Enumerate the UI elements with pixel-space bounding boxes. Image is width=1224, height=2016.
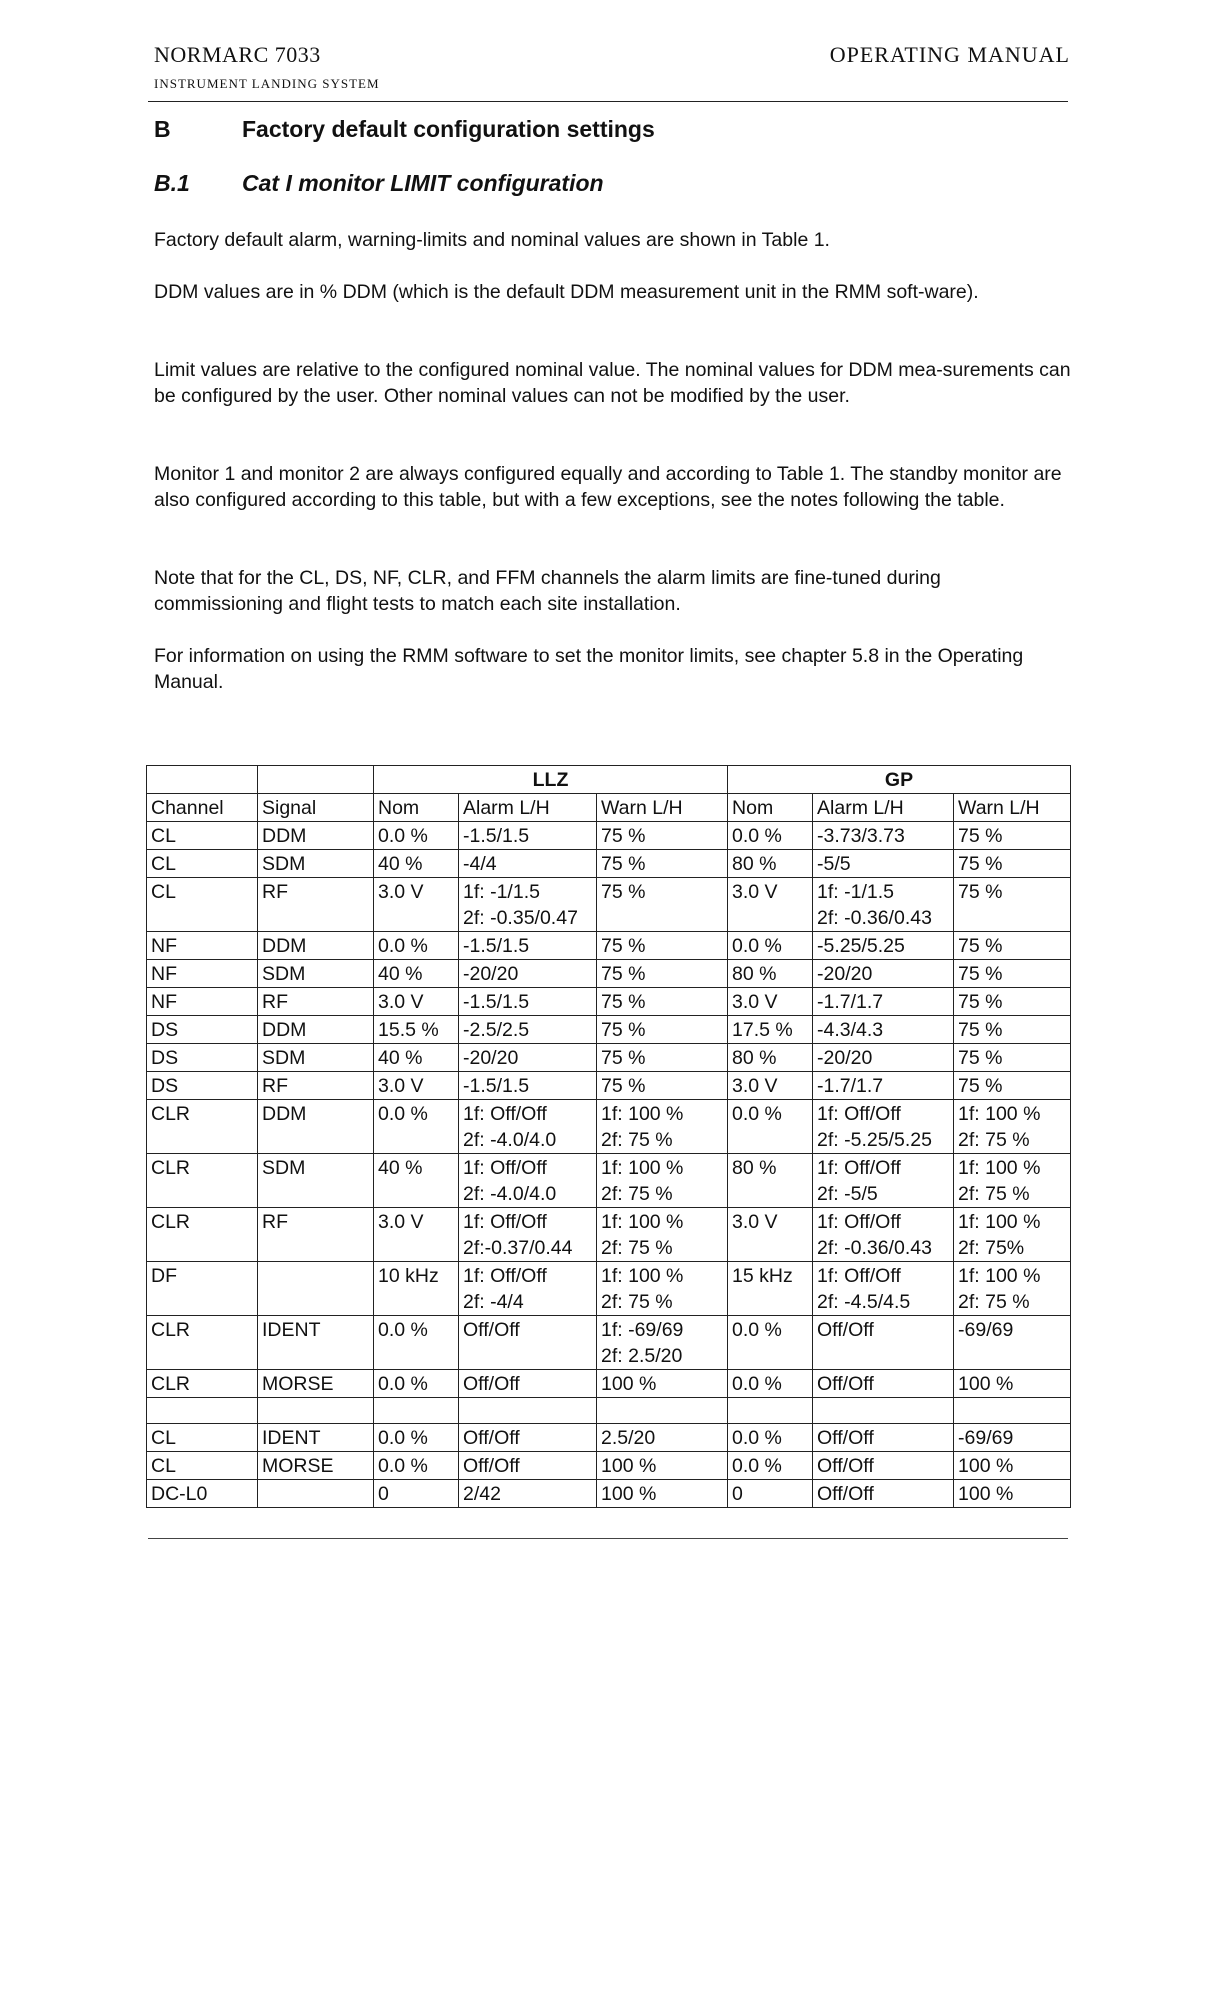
table-cell: IDENT — [258, 1316, 374, 1370]
table-cell: NF — [147, 960, 258, 988]
table-row — [147, 850, 1071, 878]
table-cell: 75 % — [954, 850, 1071, 878]
table-cell — [813, 1398, 954, 1424]
table-cell: 3.0 V — [374, 1072, 459, 1100]
table-cell: 0.0 % — [728, 1370, 813, 1398]
table-cell: NF — [147, 988, 258, 1016]
table-cell: 75 % — [954, 932, 1071, 960]
table-row — [147, 1016, 1071, 1044]
subsection-heading — [154, 170, 604, 197]
table-cell: -5.25/5.25 — [813, 932, 954, 960]
table-cell: 100 % — [954, 1480, 1071, 1508]
table-cell: 1f: 100 % 2f: 75 % — [597, 1208, 728, 1262]
table-cell: 1f: Off/Off 2f: -4/4 — [459, 1262, 597, 1316]
table-cell: DDM — [258, 1100, 374, 1154]
table-cell: DDM — [258, 932, 374, 960]
table-cell: RF — [258, 1208, 374, 1262]
table-row — [147, 1262, 1071, 1316]
table-cell: 80 % — [728, 960, 813, 988]
paragraph: Factory default alarm, warning-limits and nominal values are shown in Table 1. — [154, 229, 830, 251]
section-number: B — [154, 116, 171, 142]
footer-rule — [148, 1538, 1068, 1539]
table-cell: NF — [147, 932, 258, 960]
column-header-row — [147, 794, 1071, 822]
group-gp: GP — [728, 766, 1071, 794]
table-cell: Off/Off — [813, 1424, 954, 1452]
table-cell: DC-L0 — [147, 1480, 258, 1508]
table-cell: IDENT — [258, 1424, 374, 1452]
table-cell: SDM — [258, 1154, 374, 1208]
table-row — [147, 1398, 1071, 1424]
table-cell: 1f: 100 % 2f: 75 % — [597, 1100, 728, 1154]
table-cell: 0.0 % — [728, 822, 813, 850]
table-cell: 2/42 — [459, 1480, 597, 1508]
table-cell: 100 % — [954, 1452, 1071, 1480]
table-cell: 0.0 % — [728, 932, 813, 960]
column-header: Warn L/H — [954, 794, 1071, 822]
table-cell: DF — [147, 1262, 258, 1316]
table-cell: CLR — [147, 1100, 258, 1154]
table-row — [147, 1480, 1071, 1508]
table-cell: -69/69 — [954, 1424, 1071, 1452]
table-cell: 0.0 % — [728, 1316, 813, 1370]
table-cell: DS — [147, 1072, 258, 1100]
table-cell: 3.0 V — [728, 878, 813, 932]
table-cell: -20/20 — [813, 1044, 954, 1072]
table-cell: 0.0 % — [374, 1452, 459, 1480]
table-cell: 1f: 100 % 2f: 75 % — [954, 1154, 1071, 1208]
table-cell: -1.5/1.5 — [459, 822, 597, 850]
column-header: Warn L/H — [597, 794, 728, 822]
table-cell: 75 % — [597, 850, 728, 878]
table-row — [147, 1316, 1071, 1370]
table-cell: 40 % — [374, 1154, 459, 1208]
table-cell: 40 % — [374, 960, 459, 988]
table-cell: 75 % — [597, 1072, 728, 1100]
table-cell: 75 % — [597, 988, 728, 1016]
table-cell — [374, 1398, 459, 1424]
table-cell: Off/Off — [459, 1452, 597, 1480]
table-body — [147, 822, 1071, 1508]
table-cell: Off/Off — [813, 1452, 954, 1480]
table-cell: -1.5/1.5 — [459, 932, 597, 960]
table-cell: DDM — [258, 1016, 374, 1044]
table-cell: 0.0 % — [374, 1316, 459, 1370]
table-cell: 1f: Off/Off 2f: -4.0/4.0 — [459, 1154, 597, 1208]
table-cell: 15 kHz — [728, 1262, 813, 1316]
table-cell: Off/Off — [813, 1480, 954, 1508]
table-row — [147, 932, 1071, 960]
table-cell: -4/4 — [459, 850, 597, 878]
table-cell: 75 % — [954, 878, 1071, 932]
table-cell: DS — [147, 1044, 258, 1072]
paragraph: Note that for the CL, DS, NF, CLR, and FFM channels the alarm limits are fine-tuned during commissioning and flight tests to match each site installation. — [154, 567, 941, 615]
table-cell: 100 % — [954, 1370, 1071, 1398]
column-header: Signal — [258, 794, 374, 822]
table-cell: DDM — [258, 822, 374, 850]
table-cell: 75 % — [954, 1044, 1071, 1072]
table-cell: -20/20 — [813, 960, 954, 988]
table-cell: 40 % — [374, 850, 459, 878]
table-cell: -3.73/3.73 — [813, 822, 954, 850]
table-cell: 1f: Off/Off 2f: -4.0/4.0 — [459, 1100, 597, 1154]
table-cell: -1.5/1.5 — [459, 1072, 597, 1100]
table-cell: 75 % — [954, 960, 1071, 988]
table-cell: 2.5/20 — [597, 1424, 728, 1452]
table-cell: 0.0 % — [728, 1424, 813, 1452]
paragraph: For information on using the RMM software to set the monitor limits, see chapter 5.8 in the Operating Manual. — [154, 645, 1024, 693]
table-cell: 1f: Off/Off 2f: -0.36/0.43 — [813, 1208, 954, 1262]
table-cell: 1f: Off/Off 2f:-0.37/0.44 — [459, 1208, 597, 1262]
table-cell: 75 % — [954, 1016, 1071, 1044]
group-blank-cell — [258, 766, 374, 794]
column-header: Nom — [374, 794, 459, 822]
table-cell: 1f: -1/1.5 2f: -0.36/0.43 — [813, 878, 954, 932]
table-cell — [147, 1398, 258, 1424]
table-row — [147, 822, 1071, 850]
table-cell: CL — [147, 850, 258, 878]
table-row — [147, 988, 1071, 1016]
table-cell — [258, 1480, 374, 1508]
table-cell: 1f: -69/69 2f: 2.5/20 — [597, 1316, 728, 1370]
table-cell: -1.7/1.7 — [813, 988, 954, 1016]
table-cell: 3.0 V — [374, 878, 459, 932]
table-row — [147, 1208, 1071, 1262]
table-cell: 1f: -1/1.5 2f: -0.35/0.47 — [459, 878, 597, 932]
table-cell: 0 — [728, 1480, 813, 1508]
paragraph: Limit values are relative to the configured nominal value. The nominal values for DDM mea-surements can be configured by the user. Other nominal values can not be modified by the user. — [154, 359, 1071, 407]
paragraph: DDM values are in % DDM (which is the default DDM measurement unit in the RMM soft-ware). — [154, 281, 979, 303]
table-cell: SDM — [258, 960, 374, 988]
table-cell: DS — [147, 1016, 258, 1044]
section-heading — [154, 116, 655, 143]
table-cell: Off/Off — [813, 1316, 954, 1370]
table-row — [147, 878, 1071, 932]
table-cell: 75 % — [954, 822, 1071, 850]
table-cell — [597, 1398, 728, 1424]
table-row — [147, 1100, 1071, 1154]
table-cell: 100 % — [597, 1452, 728, 1480]
table-cell: 75 % — [597, 1016, 728, 1044]
table-cell: -69/69 — [954, 1316, 1071, 1370]
subsection-number: B.1 — [154, 170, 190, 196]
table-cell: 75 % — [597, 878, 728, 932]
table-cell: Off/Off — [813, 1370, 954, 1398]
table-cell: RF — [258, 988, 374, 1016]
table-cell: 0.0 % — [374, 822, 459, 850]
table-cell: 1f: 100 % 2f: 75 % — [597, 1262, 728, 1316]
table-cell: 0 — [374, 1480, 459, 1508]
group-blank-cell — [147, 766, 258, 794]
table-cell: SDM — [258, 1044, 374, 1072]
table-cell: 3.0 V — [728, 1208, 813, 1262]
table-cell: 1f: Off/Off 2f: -5.25/5.25 — [813, 1100, 954, 1154]
table-cell: Off/Off — [459, 1424, 597, 1452]
table-cell: 17.5 % — [728, 1016, 813, 1044]
table-cell: 0.0 % — [374, 1370, 459, 1398]
table-cell: MORSE — [258, 1370, 374, 1398]
column-header: Alarm L/H — [813, 794, 954, 822]
table-row — [147, 1452, 1071, 1480]
table-cell: 75 % — [954, 1072, 1071, 1100]
table-cell: Off/Off — [459, 1316, 597, 1370]
table-row — [147, 1424, 1071, 1452]
table-cell: 3.0 V — [728, 988, 813, 1016]
table-cell: CLR — [147, 1370, 258, 1398]
table-cell: 0.0 % — [374, 1424, 459, 1452]
paragraph: Monitor 1 and monitor 2 are always configured equally and according to Table 1. The standby monitor are also configured according to this table, but with a few exceptions, see the notes following the table. — [154, 463, 1062, 511]
header-product: NORMARC 7033 — [154, 42, 321, 67]
table-cell: 75 % — [954, 988, 1071, 1016]
table-cell: CLR — [147, 1154, 258, 1208]
group-header-row — [147, 766, 1071, 794]
table-cell: 1f: 100 % 2f: 75% — [954, 1208, 1071, 1262]
table-cell: 80 % — [728, 1154, 813, 1208]
table-cell: 0.0 % — [728, 1452, 813, 1480]
table-cell: 40 % — [374, 1044, 459, 1072]
table-cell: 3.0 V — [728, 1072, 813, 1100]
table-cell — [258, 1262, 374, 1316]
table-cell: -2.5/2.5 — [459, 1016, 597, 1044]
table-cell: 1f: Off/Off 2f: -4.5/4.5 — [813, 1262, 954, 1316]
table-cell: CLR — [147, 1208, 258, 1262]
column-header: Alarm L/H — [459, 794, 597, 822]
table-cell: 80 % — [728, 1044, 813, 1072]
table-cell: 0.0 % — [728, 1100, 813, 1154]
table-cell: CL — [147, 1424, 258, 1452]
table-cell: RF — [258, 1072, 374, 1100]
table-cell: 0.0 % — [374, 932, 459, 960]
table-cell: 10 kHz — [374, 1262, 459, 1316]
table-cell: 100 % — [597, 1370, 728, 1398]
table-cell: 100 % — [597, 1480, 728, 1508]
table-cell — [954, 1398, 1071, 1424]
table-row — [147, 1370, 1071, 1398]
table-cell: 1f: 100 % 2f: 75 % — [954, 1262, 1071, 1316]
table-cell: 3.0 V — [374, 1208, 459, 1262]
table-cell: 1f: 100 % 2f: 75 % — [954, 1100, 1071, 1154]
table-row — [147, 960, 1071, 988]
table-cell: 80 % — [728, 850, 813, 878]
header-subtitle: INSTRUMENT LANDING SYSTEM — [154, 76, 380, 91]
limit-config-table — [146, 765, 1071, 1508]
section-title: Factory default configuration settings — [242, 116, 655, 142]
table-cell: -5/5 — [813, 850, 954, 878]
table-cell — [728, 1398, 813, 1424]
table-cell — [459, 1398, 597, 1424]
header-rule — [148, 101, 1068, 102]
table-cell: 1f: Off/Off 2f: -5/5 — [813, 1154, 954, 1208]
table-cell: Off/Off — [459, 1370, 597, 1398]
table-cell: 1f: 100 % 2f: 75 % — [597, 1154, 728, 1208]
table-cell: -4.3/4.3 — [813, 1016, 954, 1044]
table-cell: CL — [147, 822, 258, 850]
table-row — [147, 1072, 1071, 1100]
table-cell: 0.0 % — [374, 1100, 459, 1154]
table-cell: CL — [147, 1452, 258, 1480]
table-cell: CL — [147, 878, 258, 932]
column-header: Nom — [728, 794, 813, 822]
table-cell: 75 % — [597, 932, 728, 960]
table-cell: SDM — [258, 850, 374, 878]
table-cell: -20/20 — [459, 960, 597, 988]
header-manual-title: OPERATING MANUAL — [829, 42, 1070, 67]
table-cell: 15.5 % — [374, 1016, 459, 1044]
table-cell: MORSE — [258, 1452, 374, 1480]
table-cell: CLR — [147, 1316, 258, 1370]
table-cell: -20/20 — [459, 1044, 597, 1072]
column-header: Channel — [147, 794, 258, 822]
table-cell: 75 % — [597, 1044, 728, 1072]
group-llz: LLZ — [374, 766, 728, 794]
table-row — [147, 1044, 1071, 1072]
table-cell — [258, 1398, 374, 1424]
table-cell: RF — [258, 878, 374, 932]
table-cell: 75 % — [597, 822, 728, 850]
subsection-title: Cat I monitor LIMIT configuration — [242, 170, 604, 196]
table-cell: 3.0 V — [374, 988, 459, 1016]
table-cell: -1.7/1.7 — [813, 1072, 954, 1100]
table-cell: -1.5/1.5 — [459, 988, 597, 1016]
table-cell: 75 % — [597, 960, 728, 988]
table-row — [147, 1154, 1071, 1208]
